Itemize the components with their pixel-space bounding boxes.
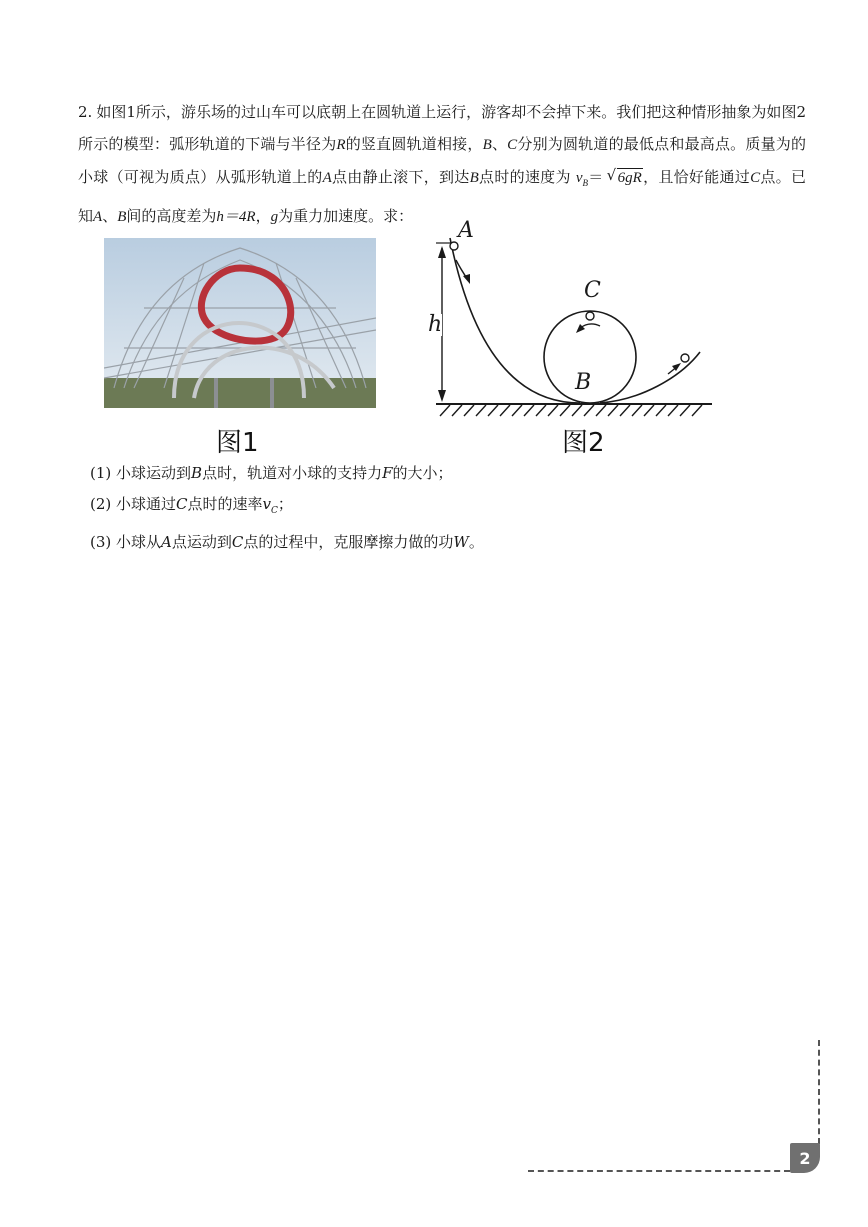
q-text: 点时，轨道对小球的支持力: [202, 464, 383, 482]
problem-text: 、: [102, 207, 118, 225]
q-text: 的大小；: [392, 464, 453, 482]
figures-area: [100, 218, 720, 468]
sub-questions: [90, 458, 790, 558]
q-text: 点时的速率: [187, 495, 263, 513]
question-2: [90, 489, 790, 527]
var-A: A: [322, 170, 332, 186]
problem-text: 分别为圆轨道的最低点和最高点。质量为的小球（可视为质点）从弧形轨道上的: [78, 135, 806, 186]
label-C: C: [584, 278, 601, 303]
problem-text: 点由静止滚下，到达: [331, 168, 470, 186]
var-B: B: [117, 209, 127, 225]
q-var: C: [176, 495, 188, 513]
fig1-caption: 图1: [216, 428, 259, 458]
height-equation: h＝4R: [216, 209, 256, 225]
problem-text: ，: [255, 207, 271, 225]
var-A: A: [93, 209, 103, 225]
q-var: v: [262, 495, 272, 513]
problem-text: ，且恰好能通过: [642, 168, 751, 186]
var-B: B: [482, 137, 492, 153]
q-text: 点的过程中，克服摩擦力做的功: [243, 533, 454, 551]
track-diagram: [428, 218, 720, 418]
q-var-subscript: C: [271, 506, 278, 516]
q-var: C: [231, 533, 244, 551]
label-h: h: [428, 312, 443, 337]
sqrt-body: 6gR: [617, 170, 642, 186]
q-text: (3) 小球从: [90, 533, 162, 551]
problem-text: 点时的速度为: [478, 168, 571, 186]
q-var: F: [382, 464, 393, 482]
problem-text: 如图1所示，游乐场的过山车可以底朝上在圆轨道上运行，游客却不会掉下来。我们把这种情形抽象为如图2所示的模型：弧形轨道的下端与半径为: [78, 103, 806, 153]
var-vB: v: [575, 170, 583, 186]
page-border-dashed-horizontal: [528, 1170, 790, 1172]
question-3: [90, 527, 790, 558]
equals-sign: ＝: [587, 168, 604, 186]
problem-number: 2.: [78, 103, 93, 121]
var-g: g: [270, 209, 279, 225]
label-A: A: [458, 218, 474, 243]
var-C: C: [507, 137, 518, 153]
problem-text: 为重力加速度。求：: [278, 207, 414, 225]
roller-coaster-photo: [104, 238, 376, 408]
q-var: W: [453, 533, 469, 551]
page-number: 2: [790, 1143, 820, 1173]
problem-text: 点。已知: [78, 168, 806, 225]
q-var: B: [191, 464, 203, 482]
problem-text: 间的高度差为: [126, 207, 217, 225]
problem-text: 、: [491, 135, 508, 153]
sqrt-expression: [617, 168, 643, 186]
q-text: 点运动到: [171, 533, 232, 551]
var-R: R: [336, 137, 346, 153]
fig2-caption: 图2: [562, 428, 605, 458]
question-1: [90, 458, 790, 489]
problem-statement: [78, 96, 806, 233]
var-B: B: [469, 170, 479, 186]
label-B: B: [575, 370, 592, 395]
q-var: A: [161, 533, 172, 551]
var-vB-subscript: B: [582, 178, 588, 188]
page-border-dashed-vertical: [818, 1040, 820, 1144]
q-text: (2) 小球通过: [90, 495, 177, 513]
q-text: ；: [277, 495, 293, 513]
var-C: C: [750, 170, 761, 186]
q-text: (1) 小球运动到: [90, 464, 192, 482]
problem-text: 的竖直圆轨道相接，: [345, 135, 483, 153]
q-text: 。: [468, 533, 484, 551]
